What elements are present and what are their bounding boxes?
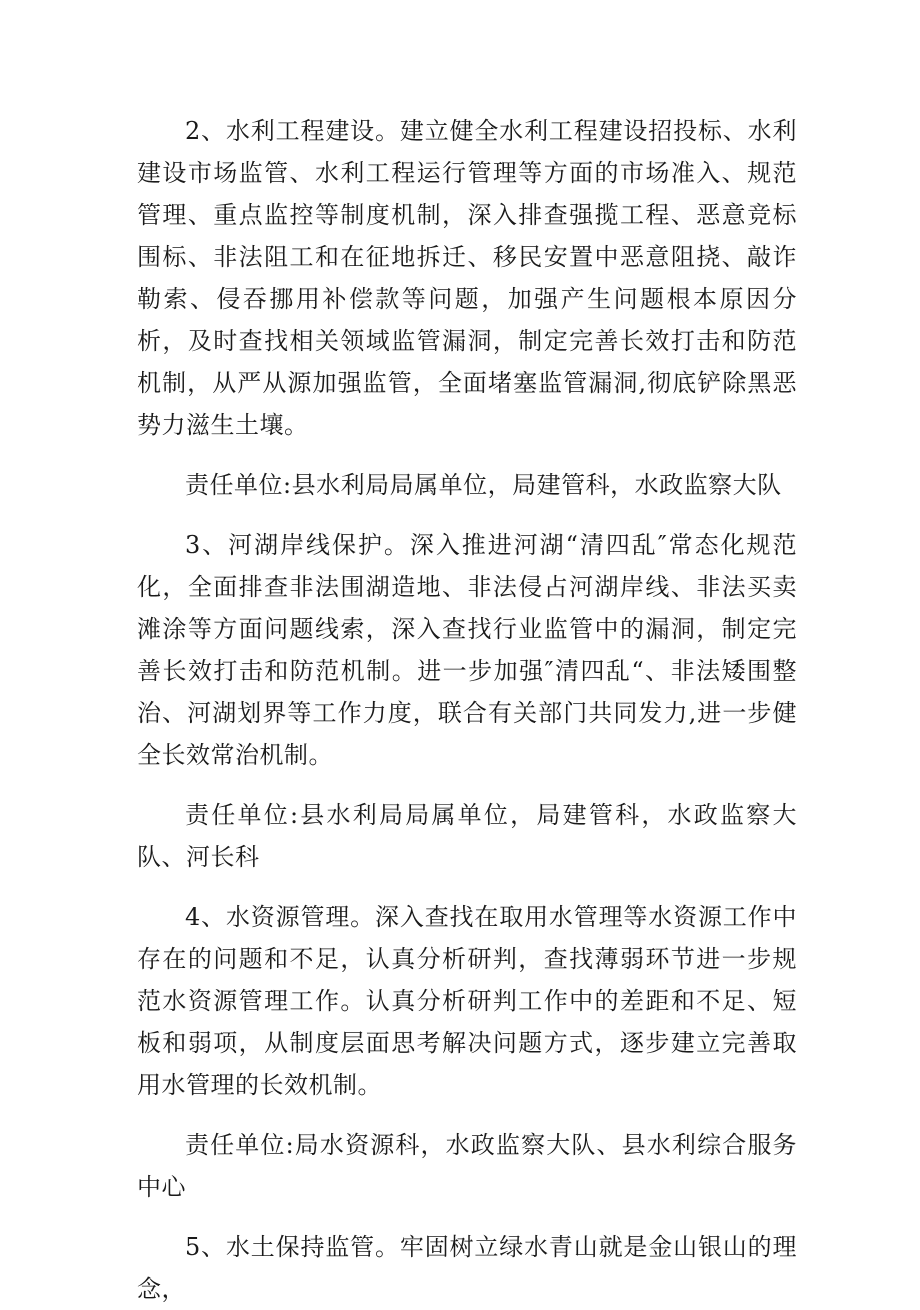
paragraph-water-project-construction: 2、水利工程建设。建立健全水利工程建设招投标、水利建设市场监管、水利工程运行管理等方面的市场准入、规范管理、重点监控等制度机制，深入排查强揽工程、恶意竞标围标、非法阻工和在征地拆迁、移民安置中恶意阻挠、敲诈勒索、侵吞挪用补偿款等问题，加强产生问题根本原因分析，及时查找相关领域监管漏洞，制定完善长效打击和防范机制，从严从源加强监管，全面堵塞监管漏洞,彻底铲除黑恶势力滋生土壤。 [137, 117, 797, 439]
paragraph-water-resource-management: 4、水资源管理。深入查找在取用水管理等水资源工作中存在的问题和不足，认真分析研判，查找薄弱环节进一步规范水资源管理工作。认真分析研判工作中的差距和不足、短板和弱项，从制度层面思考解决问题方式，逐步建立完善取用水管理的长效机制。 [137, 903, 797, 1099]
document-body [137, 110, 797, 1310]
paragraph-responsible-units-3: 责任单位:局水资源科，水政监察大队、县水利综合服务中心 [137, 1131, 797, 1201]
paragraph-river-lake-shoreline: 3、河湖岸线保护。深入推进河湖“清四乱″常态化规范化，全面排查非法围湖造地、非法侵占河湖岸线、非法买卖滩涂等方面问题线索，深入查找行业监管中的漏洞，制定完善长效打击和防范机制。进一步加强″清四乱“、非法矮围整治、河湖划界等工作力度，联合有关部门共同发力,进一步健全长效常治机制。 [137, 531, 797, 769]
paragraph-responsible-units-1: 责任单位:县水利局局属单位，局建管科，水政监察大队 [185, 471, 782, 499]
paragraph-soil-water-conservation: 5、水土保持监管。牢固树立绿水青山就是金山银山的理念， [137, 1233, 797, 1303]
paragraph-responsible-units-2: 责任单位:县水利局局属单位，局建管科，水政监察大队、河长科 [137, 801, 797, 871]
